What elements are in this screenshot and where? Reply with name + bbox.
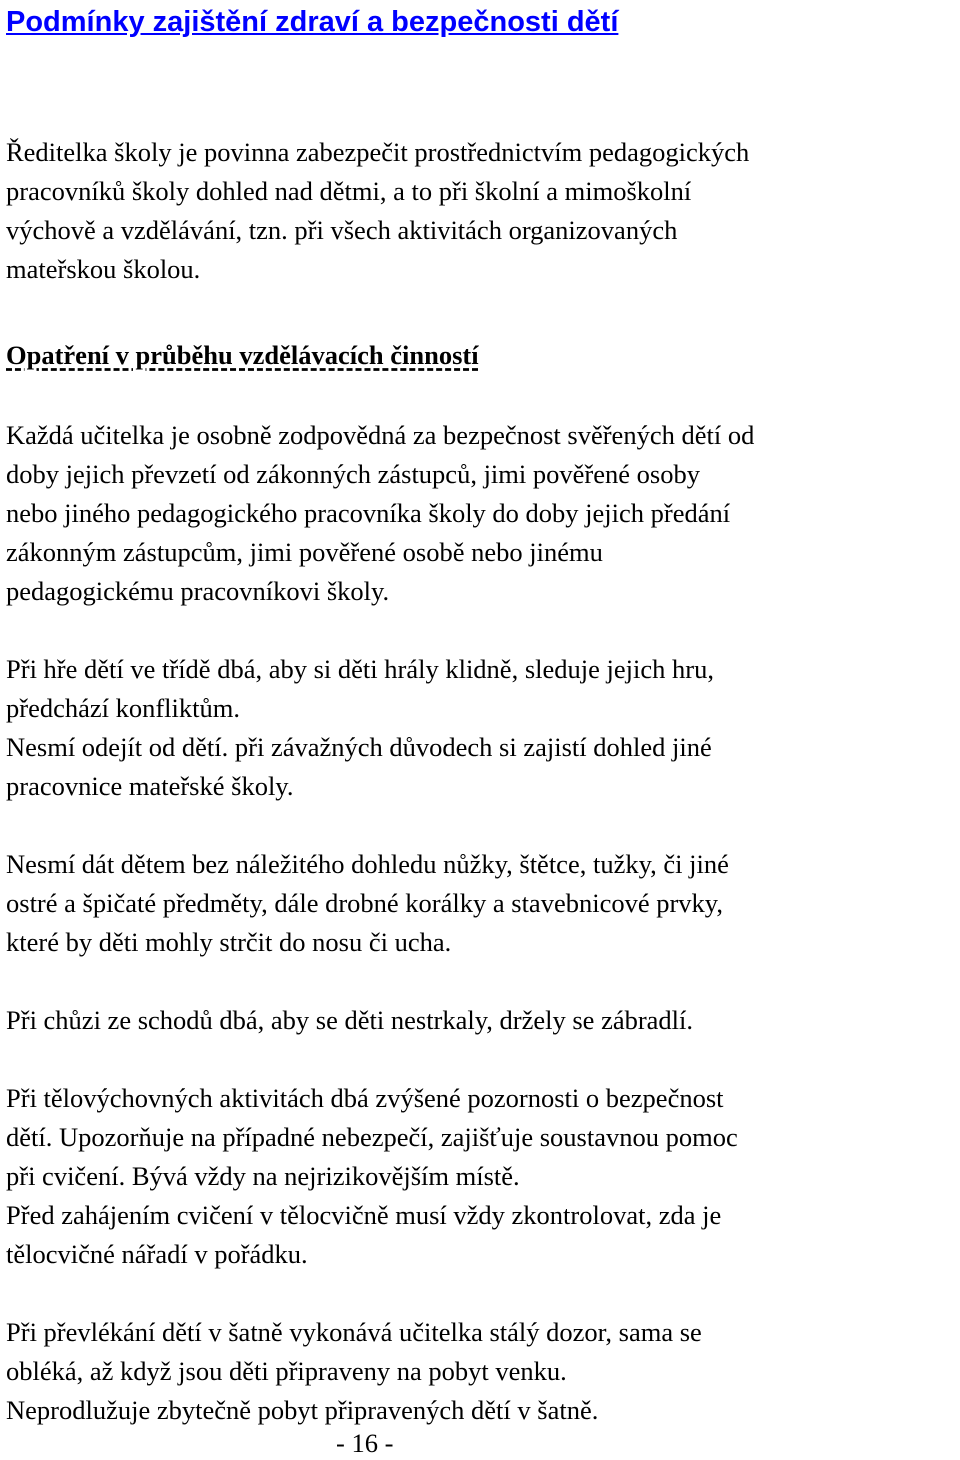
paragraph-sharp-objects	[6, 845, 960, 962]
paragraph-line: Při tělovýchovných aktivitách dbá zvýšené pozornosti o bezpečnost	[6, 1083, 724, 1113]
paragraph-cloakroom	[6, 1313, 960, 1430]
paragraph-line: předchází konfliktům.	[6, 693, 241, 723]
paragraph-line: pracovníků školy dohled nad dětmi, a to při školní a mimoškolní	[6, 176, 692, 206]
paragraph-line: Neprodlužuje zbytečně pobyt připravených dětí v šatně.	[6, 1395, 599, 1425]
paragraph-intro	[6, 133, 960, 289]
paragraph-line: zákonným zástupcům, jimi pověřené osobě nebo jinému	[6, 537, 603, 567]
paragraph-line: Při chůzi ze schodů dbá, aby se děti nestrkaly, držely se zábradlí.	[6, 1005, 694, 1035]
paragraph-stairs	[6, 1001, 960, 1040]
paragraph-line: tělocvičné nářadí v pořádku.	[6, 1239, 308, 1269]
paragraph-line: mateřskou školou.	[6, 254, 201, 284]
page-title[interactable]: Podmínky zajištění zdraví a bezpečnosti dětí	[6, 6, 619, 38]
paragraph-line: výchově a vzdělávání, tzn. při všech aktivitách organizovaných	[6, 215, 678, 245]
paragraph-physical-education	[6, 1079, 960, 1274]
paragraph-line: doby jejich převzetí od zákonných zástupců, jimi pověřené osoby	[6, 459, 700, 489]
paragraph-line: při cvičení. Bývá vždy na nejrizikovějším místě.	[6, 1161, 520, 1191]
paragraph-line: dětí. Upozorňuje na případné nebezpečí, zajišťuje soustavnou pomoc	[6, 1122, 738, 1152]
paragraph-line: Při hře dětí ve třídě dbá, aby si děti hrály klidně, sleduje jejich hru,	[6, 654, 714, 684]
paragraph-line: Před zahájením cvičení v tělocvičně musí vždy zkontrolovat, zda je	[6, 1200, 722, 1230]
paragraph-line: které by děti mohly strčit do nosu či ucha.	[6, 927, 452, 957]
paragraph-line: Ředitelka školy je povinna zabezpečit prostřednictvím pedagogických	[6, 137, 750, 167]
page-number: - 16 -	[336, 1428, 394, 1458]
paragraph-line: obléká, až když jsou děti připraveny na pobyt venku.	[6, 1356, 567, 1386]
paragraph-line: Nesmí dát dětem bez náležitého dohledu nůžky, štětce, tužky, či jiné	[6, 849, 729, 879]
paragraph-line: Při převlékání dětí v šatně vykonává učitelka stálý dozor, sama se	[6, 1317, 702, 1347]
paragraph-line: Každá učitelka je osobně zodpovědná za bezpečnost svěřených dětí od	[6, 420, 755, 450]
paragraph-line: pedagogickému pracovníkovi školy.	[6, 576, 390, 606]
section-heading: Opatření v průběhu vzdělávacích činností	[6, 340, 479, 370]
paragraph-line: Nesmí odejít od dětí. při závažných důvodech si zajistí dohled jiné	[6, 732, 712, 762]
paragraph-play	[6, 650, 960, 806]
paragraph-line: nebo jiného pedagogického pracovníka školy do doby jejich předání	[6, 498, 731, 528]
paragraph-line: pracovnice mateřské školy.	[6, 771, 294, 801]
paragraph-teacher-responsibility	[6, 416, 960, 611]
paragraph-line: ostré a špičaté předměty, dále drobné korálky a stavebnicové prvky,	[6, 888, 723, 918]
